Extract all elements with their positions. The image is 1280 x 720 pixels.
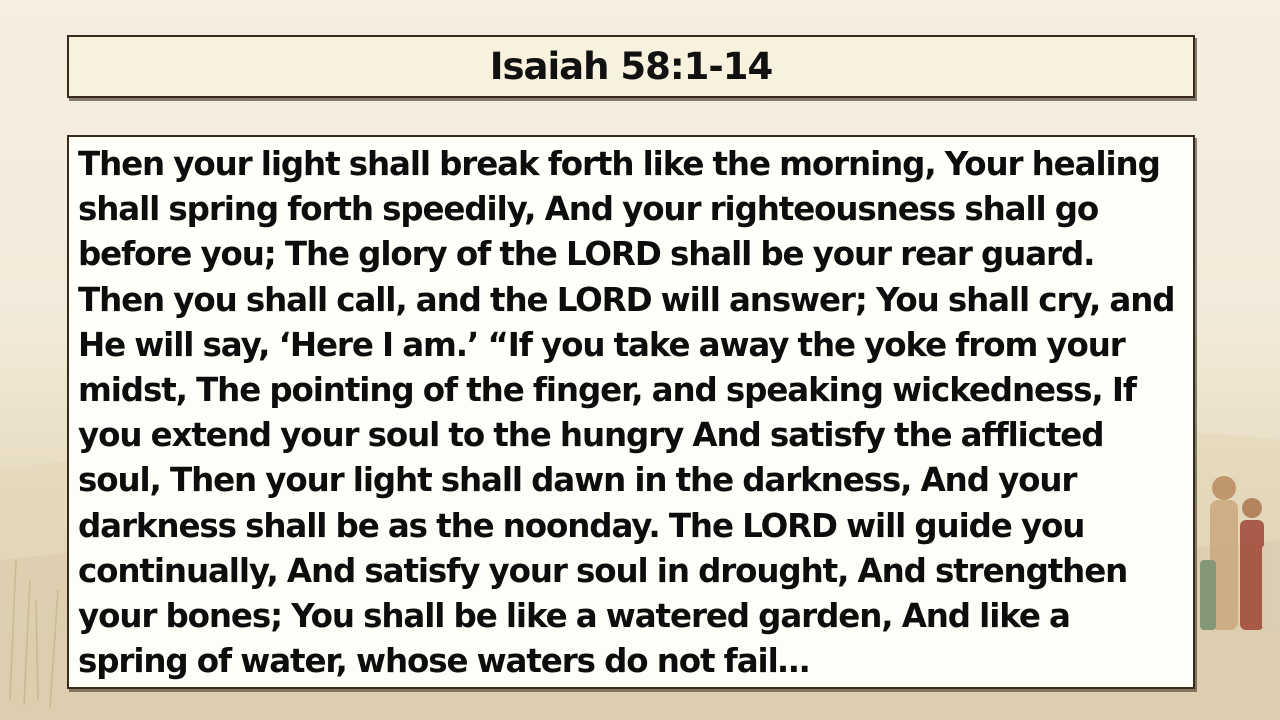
passage-reference-title: Isaiah 58:1-14 — [489, 45, 773, 88]
title-banner — [67, 35, 1195, 98]
scripture-passage-text: Then your light shall break forth like the morning, Your healing shall spring forth speedily, And your righteousness shall go before you; The glory of the LORD shall be your rear guard. Then you shall call, and the LORD will answer; You shall cry, and He will say, ‘Here I am.’ “If you take away the yoke from your midst, The pointing of the finger, and speaking wickedness, If you extend your soul to the hungry And satisfy the afflicted soul, Then your light shall dawn in the darkness, And your darkness shall be as the noonday. The LORD will guide you continually, And satisfy your soul in drought, And strengthen your bones; You shall be like a watered garden, And like a spring of water, whose waters do not fail… — [78, 145, 1175, 681]
passage-panel — [67, 135, 1195, 689]
